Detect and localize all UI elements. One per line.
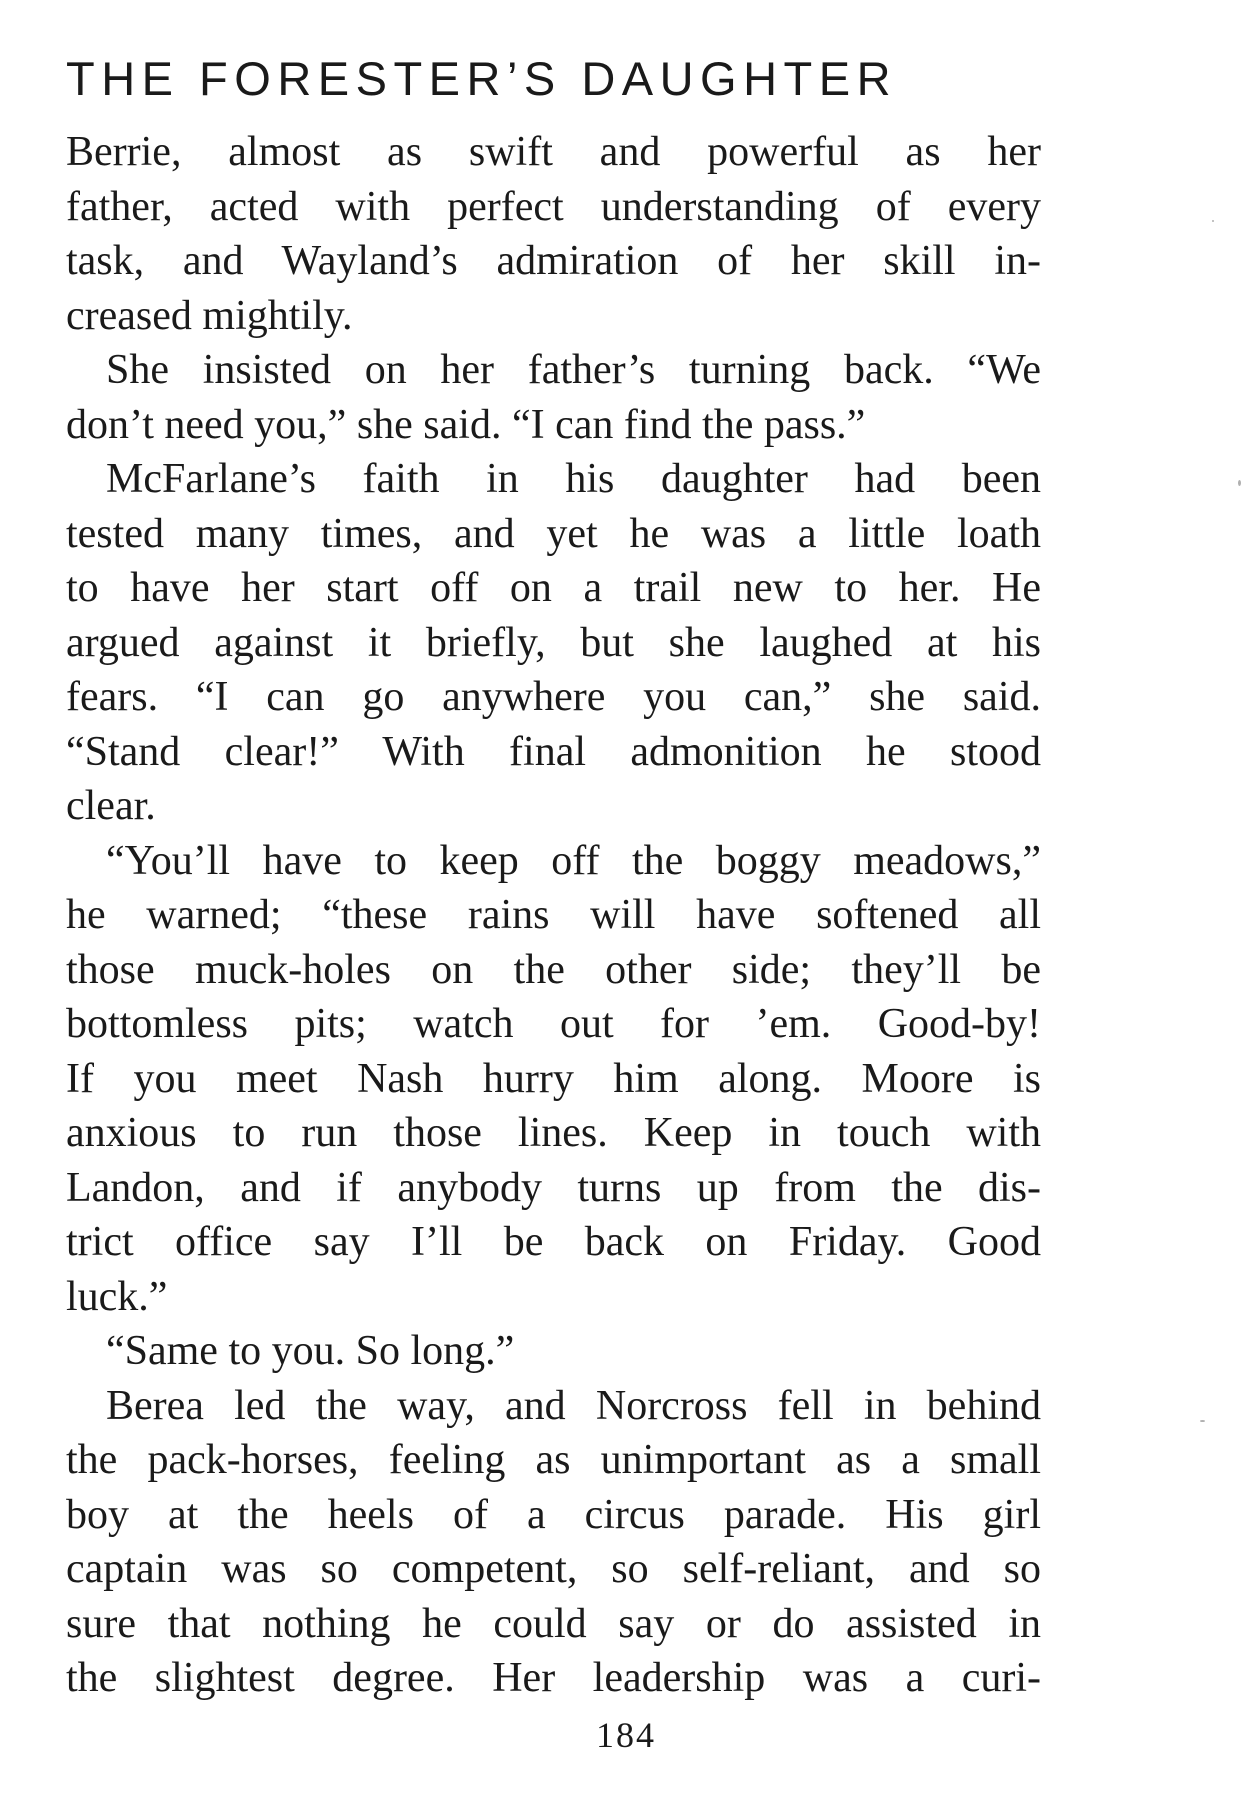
text-line: McFarlane’s faith in his daughter had been	[106, 456, 1041, 502]
text-line: She insisted on her father’s turning back. “We	[106, 347, 1041, 393]
text-line: he warned; “these rains will have softened all	[66, 892, 1041, 938]
text-line: sure that nothing he could say or do assisted in	[66, 1600, 1041, 1647]
body-text	[66, 125, 1041, 1706]
text-line: father, acted with perfect understanding of every	[66, 183, 1041, 230]
text-line: “Same to you. So long.”	[106, 1328, 515, 1374]
text-line: clear.	[66, 783, 156, 829]
text-line: “You’ll have to keep off the boggy meadows,”	[106, 837, 1041, 884]
running-head: THE FORESTER’S DAUGHTER	[66, 52, 898, 105]
text-line: If you meet Nash hurry him along. Moore is	[66, 1055, 1041, 1102]
text-line: “Stand clear!” With final admonition he stood	[66, 728, 1041, 775]
text-line: boy at the heels of a circus parade. His girl	[66, 1491, 1041, 1538]
text-line: trict office say I’ll be back on Friday. Good	[66, 1219, 1041, 1265]
text-line: argued against it briefly, but she laughed at his	[66, 619, 1041, 666]
text-line: to have her start off on a trail new to her. He	[66, 565, 1041, 611]
text-line: captain was so competent, so self-reliant, and so	[66, 1546, 1041, 1592]
text-line: task, and Wayland’s admiration of her skill in-	[66, 238, 1041, 284]
text-line: those muck-holes on the other side; they’ll be	[66, 946, 1041, 993]
text-line: the pack-horses, feeling as unimportant as a small	[66, 1437, 1041, 1483]
paper-speck	[1212, 220, 1214, 222]
text-line: the slightest degree. Her leadership was a curi-	[66, 1655, 1041, 1701]
text-line: Landon, and if anybody turns up from the dis-	[66, 1164, 1041, 1211]
text-line: Berea led the way, and Norcross fell in behind	[106, 1382, 1041, 1429]
text-line: Berrie, almost as swift and powerful as her	[66, 129, 1041, 175]
text-line: fears. “I can go anywhere you can,” she said.	[66, 674, 1041, 720]
book-page	[66, 40, 1041, 1706]
text-line: luck.”	[66, 1273, 168, 1320]
text-line: creased mightily.	[66, 292, 353, 339]
text-line: anxious to run those lines. Keep in touch with	[66, 1110, 1041, 1156]
paper-speck	[1238, 480, 1241, 486]
text-line: don’t need you,” she said. “I can find the pass.”	[66, 401, 866, 448]
text-line: tested many times, and yet he was a little loath	[66, 510, 1041, 557]
page-number: 184	[596, 1715, 656, 1755]
paper-speck	[1200, 1420, 1205, 1422]
text-line: bottomless pits; watch out for ’em. Good-by!	[66, 1001, 1041, 1047]
